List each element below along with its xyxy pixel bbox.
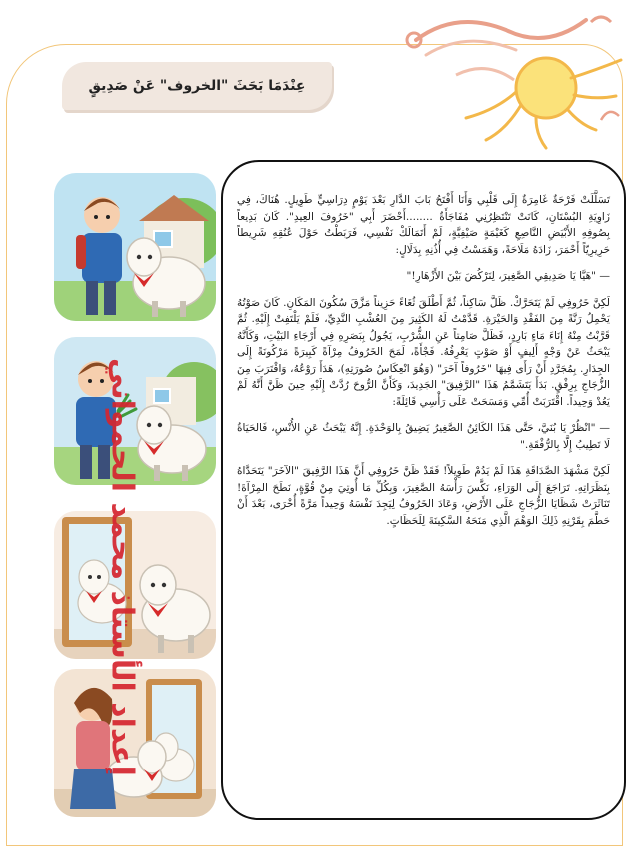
illustration-boy-offering-grass	[54, 337, 216, 485]
story-dialogue-1: — "هَيَّا يَا صَدِيقِي الصَّغِيرَ، لِنَرْكُضَ بَيْنَ الأَزْهَارِ!"	[406, 270, 610, 282]
story-title: عِنْدَمَا بَحَثَ "الخروف" عَنْ صَدِيقٍ	[88, 78, 306, 94]
story-dialogue-2: — "انْظُرْ يَا بُنَيَّ، حَتَّى هَذَا الكَائِنُ الصَّغِيرُ يَضِيقُ بِالوَحْدَةِ. إِنَّهُ يَبْحَثُ عَنِ الأُنْسِ، فَالحَيَاةُ لَا تَطِيبُ إِلَّا بِالرُّفْقَةِ."	[237, 422, 610, 451]
title-banner	[62, 62, 332, 110]
author-watermark-text: إعداد الأستاذ محمد الحمواني	[104, 358, 140, 776]
story-paragraph-2: لَكِنَّ خَرُوفِي لَمْ يَتَحَرَّكْ. ظَلَّ سَاكِناً، ثُمَّ أَطْلَقَ ثُغَاءً حَزِيناً مَزَّقَ سُكُونَ المَكَانِ. كَانَ صَوْتُهُ يَحْمِلُ رَنَّةً مِنَ الفَقْدِ وَالحَيْرَةِ. قَدَّمْتُ لَهُ الكَثِيرَ مِنَ العُشْبِ النَّدِيِّ، فَلَمْ يَلْتَفِتْ إِلَيْهِ. ثُمَّ قَرَّبْتُ مِنْهُ إِنَاءَ مَاءٍ بَارِدٍ، فَظَلَّ صَامِتاً عَنِ الشُّرْبِ، يَجُولُ بِبَصَرِهِ فِي أَرْجَاءِ البَيْتِ، وَكَأَنَّهُ يَبْحَثُ عَنْ وَجْهٍ أَلِيفٍ أَوْ صَوْتٍ يَعْرِفُهُ. فَجْأَةً، لَمَحَ الخَرُوفُ مِرْآةً كَبِيرَةً مَرْكُونَةً إِلَى الجِدَارِ. بِمُجَرَّدِ أَنْ رَأَى فِيهَا "خَرُوفاً آخَرَ" (وَهُوَ انْعِكَاسُ صُورَتِهِ)، هَدَأَ رَوْعُهُ، وَاقْتَرَبَ مِنَ الزُّجَاجِ بِرِفْقٍ. بَدَأَ يَتَشَمَّمُ هَذَا "الرَّفِيقَ" الجَدِيدَ، وَكَأَنَّ الرُّوحَ رُدَّتْ إِلَيْهِ حِينَ ظَنَّ أَنَّهُ لَمْ يَعُدْ وَحِيداً. اقْتَرَبَتْ أُمِّي وَمَسَحَتْ عَلَى رَأْسِي قَائِلَةً:	[237, 296, 610, 408]
illustration-boy-hugging-sheep	[54, 173, 216, 321]
sun-swirl-decoration	[396, 0, 631, 150]
story-paragraph-1: تَسَلَّلَتْ فَرْحَةٌ غَامِرَةٌ إِلَى قَلْبِي وَأَنَا أَفْتَحُ بَابَ الدَّارِ بَعْدَ يَوْمٍ دِرَاسِيٍّ طَوِيلٍ. هُنَاكَ، فِي زَاوِيَةِ البُسْتَانِ، كَانَتْ تَنْتَظِرُنِي مُفَاجَأَةٌ ........أَحْضَرَ أَبِي "خَرُوفَ العِيدِ". كَانَ بَدِيعاً بِصُوفِهِ الأَبْيَضِ النَّاصِعِ كَغَيْمَةٍ صَيْفِيَّةٍ، لَمْ أَتَمَالَكْ نَفْسِي، فَرَبَطْتُ حَوْلَ عُنُقِهِ شَرِيطاً حَرِيرِيّاً أَحْمَرَ، زَادَهُ مَلَاحَةً، وَهَمَسْتُ فِي أُذُنِهِ بِدَلَالٍ:	[237, 194, 610, 256]
story-paragraph-3: لَكِنَّ مَشْهَدَ الصَّدَاقَةِ هَذَا لَمْ يَدُمْ طَوِيلاً! فَقَدْ ظَنَّ خَرُوفِي أَنَّ هَذَا الرَّفِيقَ "الآخَرَ" يَتَحَدَّاهُ بِنَظَرَاتِهِ. تَرَاجَعَ إِلَى الوَرَاءِ، نَكَّسَ رَأْسَهُ الصَّغِيرَ، وَبِكُلِّ مَا أُوتِيَ مِنْ قُوَّةٍ، نَطَحَ المِرْآةَ!تَنَاثَرَتْ شَظَايَا الزُّجَاجِ عَلَى الأَرْضِ، وَعَادَ الخَرُوفُ لِيَجِدَ نَفْسَهُ وَحِيداً مَرَّةً أُخْرَى، بَعْدَ أَنْ حَطَّمَ بِقَرْنِهِ ذَلِكَ الوَهْمَ الَّذِي مَنَحَهُ السَّكِينَةَ لِلَحَظَاتٍ.	[237, 465, 610, 527]
illustration-mother-and-sheep	[54, 669, 216, 817]
story-card	[221, 160, 626, 820]
illustration-sheep-at-mirror	[54, 511, 216, 659]
